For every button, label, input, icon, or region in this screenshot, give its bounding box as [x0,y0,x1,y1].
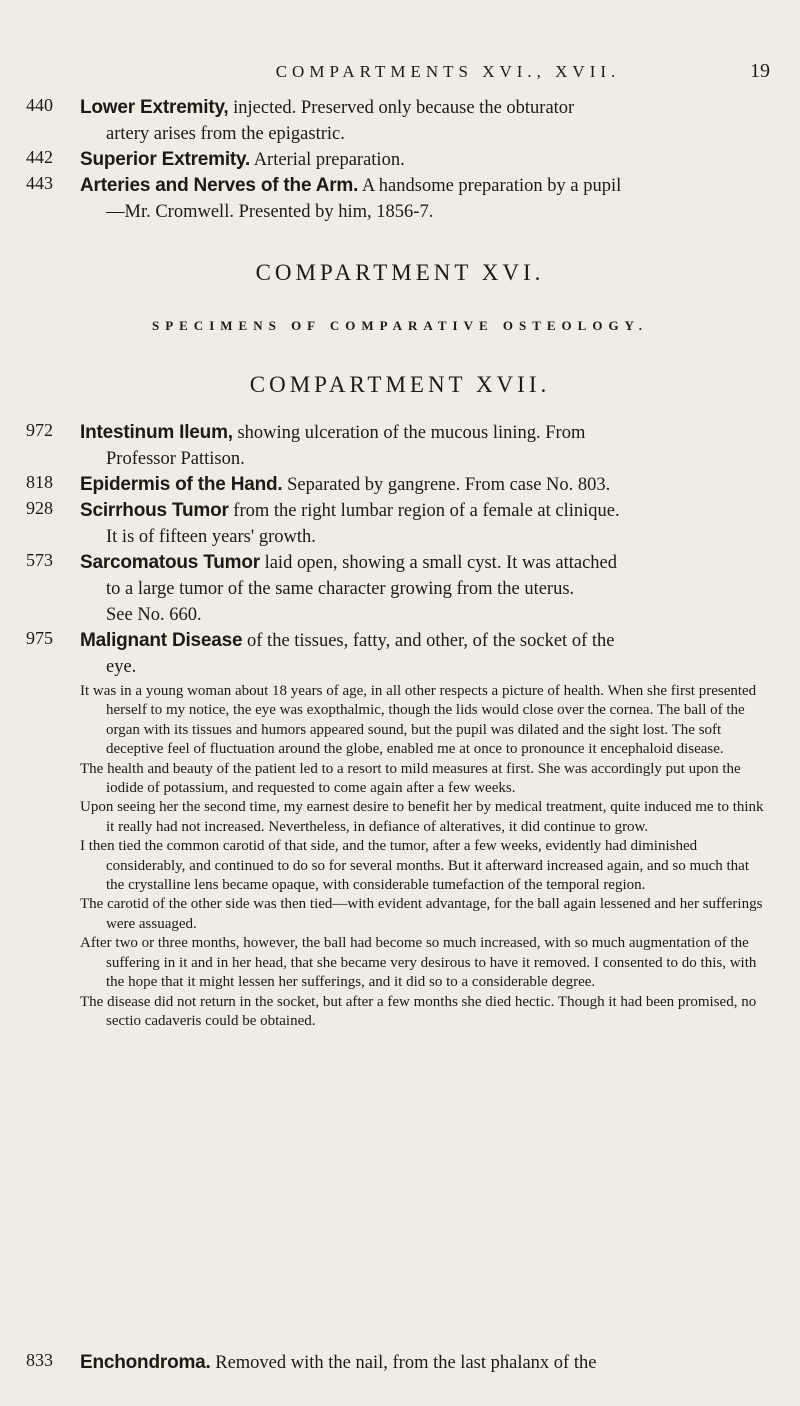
entry-title: Sarcomatous Tumor [80,552,260,573]
entry-continuation: It is of fifteen years' growth. [106,527,316,547]
entry-body [80,472,770,498]
entry-continuation: Professor Pattison. [106,449,245,469]
entry-number: 443 [26,173,53,193]
entry-number: 972 [26,420,53,440]
case-history [80,682,770,1031]
entry-number: 818 [26,472,53,492]
entry-number: 442 [26,147,53,167]
entry-number: 975 [26,628,53,648]
entry-body [80,420,770,472]
entry-body [80,498,770,550]
entry-title: Scirrhous Tumor [80,500,229,521]
entry-continuation: See No. 660. [106,605,202,625]
entry-body [80,95,770,147]
entry-body [80,550,770,628]
case-paragraph: The carotid of the other side was then tied—with evident advantage, for the ball again lessened and her sufferings were assuaged. [80,896,763,932]
entry-title: Lower Extremity, [80,97,229,118]
entry-text: injected. Preserved only because the obturator [233,98,575,118]
entry-continuation: to a large tumor of the same character growing from the uterus. [106,579,575,599]
entry-number: 440 [26,95,53,115]
entry-title: Malignant Disease [80,630,243,651]
entry-continuation: eye. [106,657,137,677]
compartment-xvi-title: COMPARTMENT XVI. [255,260,545,285]
entry-number: 833 [26,1350,53,1370]
case-paragraph: After two or three months, however, the ball had become so much increased, with so much augmentation of the suffering in it and in her head, that she became very desirous to have it removed. I consented to do this, with the hope that it might lessen her sufferings, and it did so to a considerable degree. [80,935,757,991]
entry-title: Intestinum Ileum, [80,422,233,443]
entry-text: laid open, showing a small cyst. It was attached [264,553,618,573]
entry-body [80,628,770,680]
entry-body [80,173,770,225]
entry-text: of the tissues, fatty, and other, of the socket of the [247,631,615,651]
running-title: COMPARTMENTS XVI., XVII. [275,62,621,81]
entry-title: Enchondroma. [80,1352,211,1373]
page-number: 19 [750,60,770,82]
case-paragraph: Upon seeing her the second time, my earnest desire to benefit her by medical treatment, quite induced me to think it really had not increased. Nevertheless, in defiance of alteratives, it did continue to grow. [80,799,764,835]
entry-text: Separated by gangrene. From case No. 803. [287,475,611,495]
case-paragraph: The disease did not return in the socket, but after a few months she died hectic. Though it had been promised, no sectio cadaveris could be obtained. [80,993,757,1029]
case-paragraph: It was in a young woman about 18 years of age, in all other respects a picture of health. When she first presented herself to my notice, the eye was exopthalmic, though the lids would close over the cornea. The ball of the organ with its tissues and humors appeared sound, but the pupil was dilated and the sight lost. The soft deceptive feel of fluctuation around the globe, enabled me at once to pronounce it encephaloid disease. [80,683,757,758]
entry-title: Arteries and Nerves of the Arm. [80,175,359,196]
entry-number: 928 [26,498,53,518]
entry-text: Removed with the nail, from the last phalanx of the [215,1353,597,1373]
entry-number: 573 [26,550,53,570]
entry-title: Superior Extremity. [80,149,251,170]
entry-body [80,1350,770,1376]
entry-title: Epidermis of the Hand. [80,474,283,495]
entry-continuation: —Mr. Cromwell. Presented by him, 1856-7. [106,202,434,222]
entry-text: from the right lumbar region of a female at clinique. [233,501,620,521]
entry-text: Arterial preparation. [253,150,405,170]
compartment-xvii-title: COMPARTMENT XVII. [249,372,551,397]
compartment-xvi-subtitle: SPECIMENS OF COMPARATIVE OSTEOLOGY. [151,318,649,333]
case-paragraph: The health and beauty of the patient led to a resort to mild measures at first. She was accordingly put upon the iodide of potassium, and requested to come again after a few weeks. [80,760,741,797]
entry-continuation: artery arises from the epigastric. [106,124,345,144]
entry-text: A handsome preparation by a pupil [361,176,622,196]
case-paragraph: I then tied the common carotid of that side, and the tumor, after a few weeks, evidently had diminished considerably, and continued to do so for several months. But it afterward increased again, and so much that the crystalline lens became opaque, with considerable tumefaction of the temporal region. [80,838,750,894]
entry-body [80,147,770,173]
entry-text: showing ulceration of the mucous lining. From [237,423,586,443]
